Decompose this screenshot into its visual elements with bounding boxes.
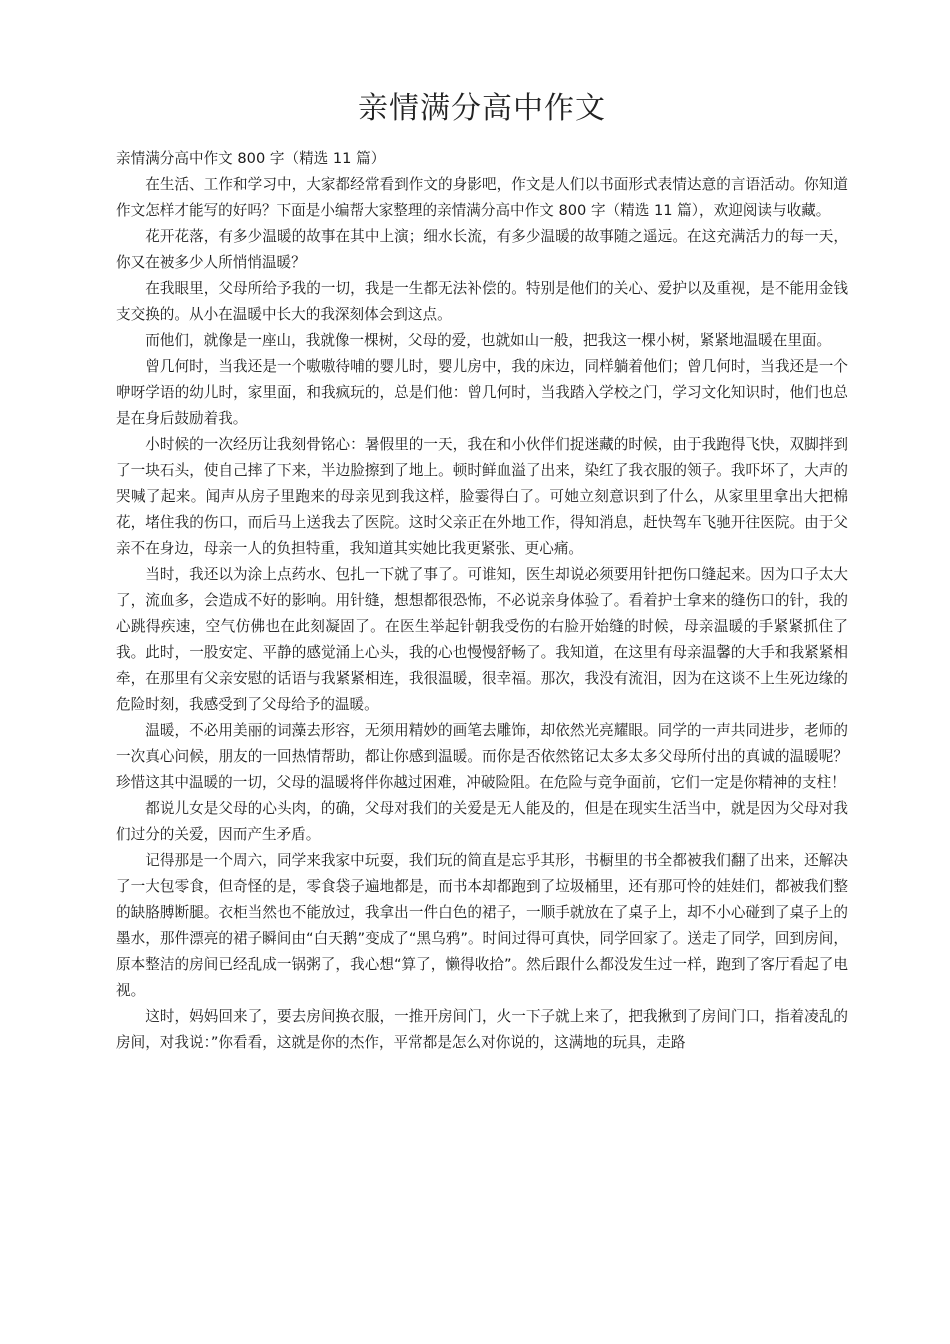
paragraph-6: 小时候的一次经历让我刻骨铭心：暑假里的一天，我在和小伙伴们捉迷藏的时候，由于我跑得飞快，双脚拌到了一块石头，使自己摔了下来，半边脸擦到了地上。顿时鲜血溢了出来，染红了我衣服的领子。我吓坏了，大声的哭喊了起来。闻声从房子里跑来的母亲见到我这样，脸霎得白了。可她立刻意识到了什么，从家里里拿出大把棉花，堵住我的伤口，而后马上送我去了医院。这时父亲正在外地工作，得知消息，赶快驾车飞驰开往医院。由于父亲不在身边，母亲一人的负担特重，我知道其实她比我更紧张、更心痛。 [116,436,848,557]
paragraph-1: 在生活、工作和学习中，大家都经常看到作文的身影吧，作文是人们以书面形式表情达意的言语活动。你知道作文怎样才能写的好吗？下面是小编帮大家整理的亲情满分高中作文 800 字（精选 11 篇），欢迎阅读与收藏。 [116,176,848,219]
paragraph-8: 温暖，不必用美丽的词藻去形容，无须用精妙的画笔去雕饰，却依然光亮耀眼。同学的一声共同进步，老师的一次真心问候，朋友的一回热情帮助，都让你感到温暖。而你是否依然铭记太多太多父母所付出的真诚的温暖呢？珍惜这其中温暖的一切，父母的温暖将伴你越过困难，冲破险阻。在危险与竞争面前，它们一定是你精神的支柱！ [116,722,848,791]
paragraph-10: 记得那是一个周六，同学来我家中玩耍，我们玩的简直是忘乎其形，书橱里的书全都被我们翻了出来，还解决了一大包零食，但奇怪的是，零食袋子遍地都是，而书本却都跑到了垃圾桶里，还有那可怜的娃娃们，都被我们整的缺胳膊断腿。衣柜当然也不能放过，我拿出一件白色的裙子，一顺手就放在了桌子上，却不小心碰到了桌子上的墨水，那件漂亮的裙子瞬间由“白天鹅”变成了“黑乌鸦”。时间过得可真快，同学回家了。送走了同学，回到房间，原本整洁的房间已经乱成一锅粥了，我心想“算了，懒得收拾”。然后跟什么都没发生过一样，跑到了客厅看起了电视。 [116,852,848,999]
paragraph-3: 在我眼里，父母所给予我的一切，我是一生都无法补偿的。特别是他们的关心、爱护以及重视，是不能用金钱支交换的。从小在温暖中长大的我深刻体会到这点。 [116,280,848,323]
paragraph-7: 当时，我还以为涂上点药水、包扎一下就了事了。可谁知，医生却说必须要用针把伤口缝起来。因为口子太大了，流血多，会造成不好的影响。用针缝，想想都很恐怖，不必说亲身体验了。看着护士拿来的缝伤口的针，我的心跳得疾速，空气仿佛也在此刻凝固了。在医生举起针朝我受伤的右脸开始缝的时候，母亲温暖的手紧紧抓住了我。此时，一股安定、平静的感觉涌上心头，我的心也慢慢舒畅了。我知道，在这里有母亲温馨的大手和我紧紧相牵，在那里有父亲安慰的话语与我紧紧相连，我很温暖，很幸福。那次，我没有流泪，因为在这谈不上生死边缘的危险时刻，我感受到了父母给予的温暖。 [116,566,848,713]
paragraph-11: 这时，妈妈回来了，要去房间换衣服，一推开房间门，火一下子就上来了，把我揪到了房间门口，指着凌乱的房间，对我说：”你看看，这就是你的杰作，平常都是怎么对你说的，这满地的玩具，走路 [116,1008,848,1051]
document-title: 亲情满分高中作文 [358,91,606,126]
document-page [116,0,848,1056]
document-body [116,172,848,1056]
paragraph-4: 而他们，就像是一座山，我就像一棵树，父母的爱，也就如山一般，把我这一棵小树，紧紧地温暖在里面。 [145,332,832,349]
paragraph-5: 曾几何时，当我还是一个嗷嗷待哺的婴儿时，婴儿房中，我的床边，同样躺着他们；曾几何时，当我还是一个咿呀学语的幼儿时，家里面，和我疯玩的，总是们他：曾几何时，当我踏入学校之门，学习文化知识时，他们也总是在身后鼓励着我。 [116,358,848,427]
paragraph-2: 花开花落，有多少温暖的故事在其中上演；细水长流，有多少温暖的故事随之遥远。在这充满活力的每一天，你又在被多少人所悄悄温暖？ [116,228,848,271]
document-subtitle: 亲情满分高中作文 800 字（精选 11 篇） [116,150,386,167]
paragraph-9: 都说儿女是父母的心头肉，的确，父母对我们的关爱是无人能及的，但是在现实生活当中，就是因为父母对我们过分的关爱，因而产生矛盾。 [116,800,848,843]
